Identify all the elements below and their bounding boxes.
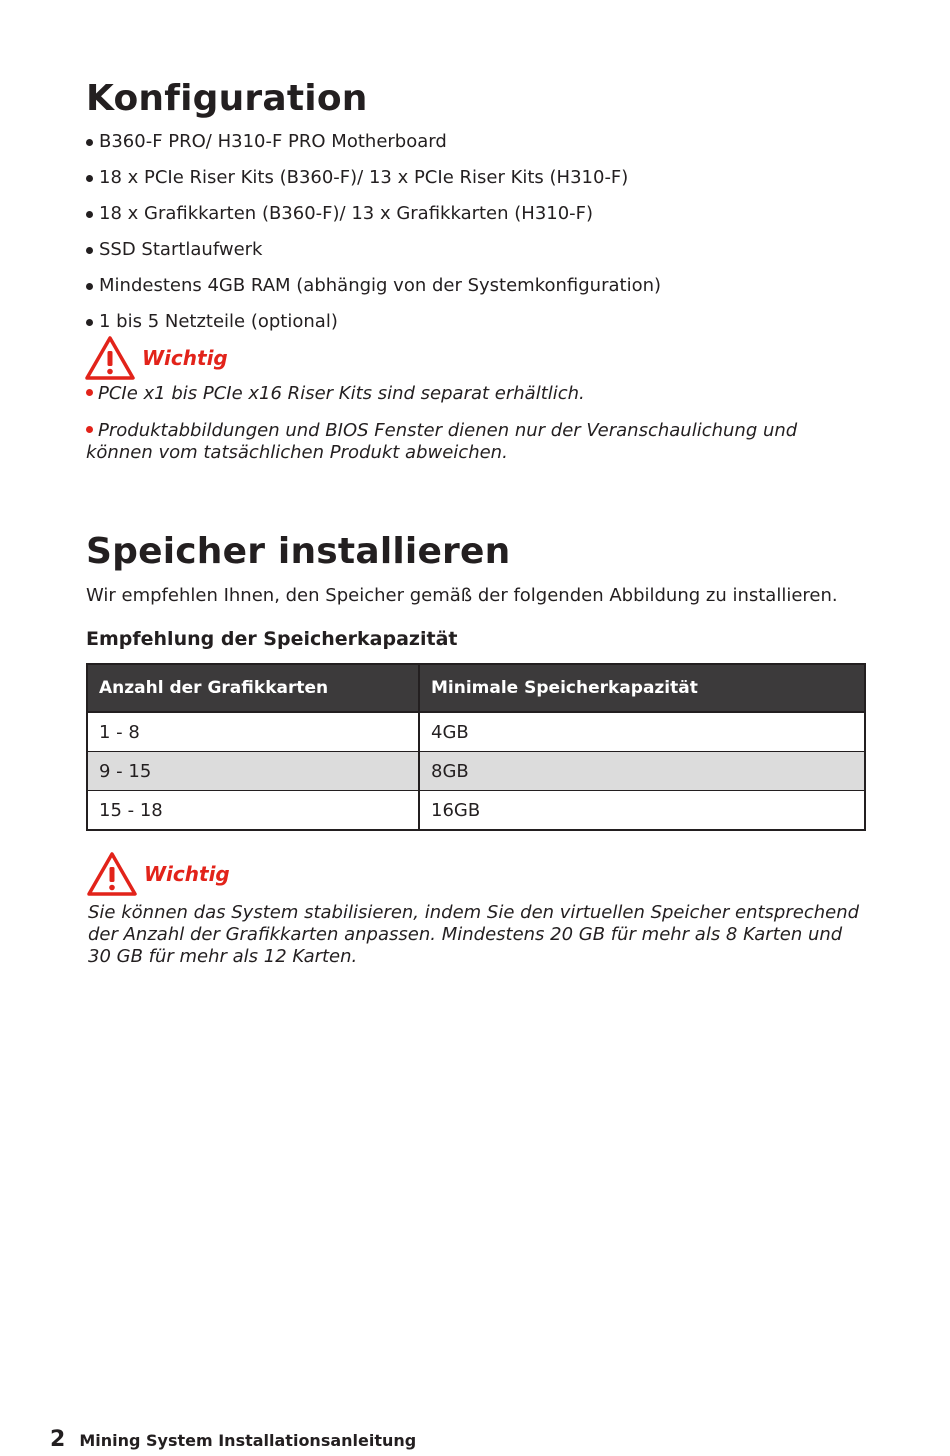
warning-triangle-icon: [84, 335, 136, 381]
table-header-row: [87, 664, 865, 712]
page-footer: [50, 1427, 416, 1452]
table-row: [87, 791, 865, 831]
list-item: [86, 129, 661, 165]
footer-title: Mining System Installationsanleitung: [79, 1431, 417, 1450]
bullet-icon: [86, 283, 93, 290]
notice-title: Wichtig: [144, 862, 230, 886]
list-item: [86, 237, 661, 273]
list-item: [86, 165, 661, 201]
list-item: [86, 201, 661, 237]
table-cell: 9 - 15: [87, 752, 419, 791]
page-number: 2: [50, 1427, 66, 1452]
notice-item: [86, 383, 585, 405]
table-cell: 8GB: [419, 752, 865, 791]
table-cell: 1 - 8: [87, 712, 419, 752]
red-bullet-icon: [86, 426, 93, 433]
list-item: [86, 273, 661, 309]
bullet-icon: [86, 139, 93, 146]
table-caption: Empfehlung der Speicherkapazität: [86, 628, 458, 650]
list-item-text: 18 x Grafikkarten (B360-F)/ 13 x Grafikkarten (H310-F): [99, 203, 594, 224]
bullet-icon: [86, 211, 93, 218]
table-cell: 16GB: [419, 791, 865, 831]
bullet-icon: [86, 175, 93, 182]
section-intro: Wir empfehlen Ihnen, den Speicher gemäß der folgenden Abbildung zu installieren.: [86, 585, 838, 606]
section-title-speicher: Speicher installieren: [86, 531, 511, 572]
notice-item-text: PCIe x1 bis PCIe x16 Riser Kits sind separat erhältlich.: [98, 383, 585, 404]
table-header-cell: Minimale Speicherkapazität: [419, 664, 865, 712]
notice-heading: [84, 335, 228, 381]
table-row: [87, 712, 865, 752]
list-item-text: SSD Startlaufwerk: [99, 239, 263, 260]
list-item-text: 18 x PCIe Riser Kits (B360-F)/ 13 x PCIe Riser Kits (H310-F): [99, 167, 629, 188]
list-item-text: Mindestens 4GB RAM (abhängig von der Systemkonfiguration): [99, 275, 662, 296]
notice-title: Wichtig: [142, 346, 228, 370]
konfiguration-list: [86, 129, 661, 345]
table-header-cell: Anzahl der Grafikkarten: [87, 664, 419, 712]
bullet-icon: [86, 247, 93, 254]
notice-text: Sie können das System stabilisieren, indem Sie den virtuellen Speicher entsprechend der Anzahl der Grafikkarten anpassen. Mindestens 20 GB für mehr als 8 Karten und 30 GB für mehr als 12 Karten.: [88, 902, 860, 967]
notice-item-text: Produktabbildungen und BIOS Fenster dienen nur der Veranschaulichung und können vom tatsächlichen Produkt abweichen.: [86, 420, 798, 463]
list-item-text: B360-F PRO/ H310-F PRO Motherboard: [99, 131, 447, 152]
table-row: [87, 752, 865, 791]
notice-item: [86, 420, 846, 464]
red-bullet-icon: [86, 389, 93, 396]
table-cell: 15 - 18: [87, 791, 419, 831]
bullet-icon: [86, 319, 93, 326]
notice-heading: [86, 851, 230, 897]
memory-table: [86, 663, 866, 831]
warning-triangle-icon: [86, 851, 138, 897]
table-cell: 4GB: [419, 712, 865, 752]
list-item-text: 1 bis 5 Netzteile (optional): [99, 311, 338, 332]
section-title-konfiguration: Konfiguration: [86, 78, 368, 119]
